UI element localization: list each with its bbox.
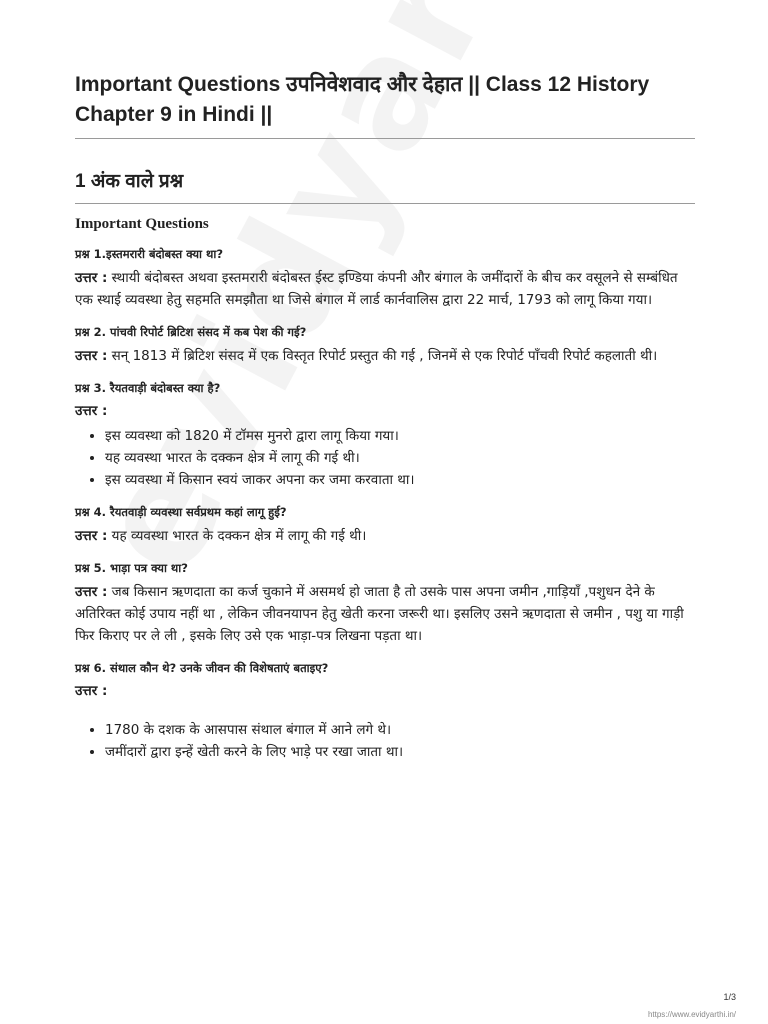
answer-6-list [75,719,695,763]
question-3: प्रश्न 3. रैयतवाड़ी बंदोबस्त क्या है? [75,381,221,395]
answer-label: उत्तर : [75,528,108,544]
subheading: Important Questions [75,216,209,232]
answer-label: उत्तर : [75,584,108,600]
list-item: • इस व्यवस्था को 1820 में टॉमस मुनरो द्वारा लागू किया गया। [105,425,695,447]
answer-label: उत्तर : [75,683,108,699]
footer-url[interactable]: https://www.evidyarthi.in/ [647,1010,736,1019]
answer-5 [75,581,695,647]
question-1: प्रश्न 1.इस्तमरारी बंदोबस्त क्या था? [75,247,224,261]
section-divider [75,203,695,204]
answer-3-list [75,425,695,491]
page-number: 1/3 [723,992,736,1002]
question-6: प्रश्न 6. संथाल कौन थे? उनके जीवन की विशेषताएं बताइए? [75,661,329,675]
document-page [75,70,695,763]
list-item: • जमींदारों द्वारा इन्हें खेती करने के लिए भाड़े पर रखा जाता था। [105,741,695,763]
section-heading: 1 अंक वाले प्रश्न [75,171,184,192]
answer-5-text: जब किसान ऋणदाता का कर्ज चुकाने में असमर्थ हो जाता है तो उसके पास अपना जमीन ,गाड़ियाँ ,पशुधन देने के अतिरिक्त कोई उपाय नहीं था , लेकिन जीवनयापन हेतु खेती करना जरूरी था। इसलिए उसने ऋणदाता से जमीन , पशु या गाड़ी फिर किराए पर ले ली , इसके लिए उसे एक भाड़ा-पत्र लिखना पड़ता था। [75,584,684,644]
answer-label: उत्तर : [75,348,108,364]
list-item: • 1780 के दशक के आसपास संथाल बंगाल में आने लगे थे। [105,719,695,741]
answer-1-text: स्थायी बंदोबस्त अथवा इस्तमरारी बंदोबस्त ईस्ट इण्डिया कंपनी और बंगाल के जमींदारों के बीच कर वसूलने से सम्बंधित एक स्थाई व्यवस्था हेतु सहमति समझौता था जिसे बंगाल में लार्ड कार्नवालिस द्वारा 22 मार्च, 1793 को लागू किया गया। [75,270,678,308]
question-5: प्रश्न 5. भाड़ा पत्र क्या था? [75,561,188,575]
page-title: Important Questions उपनिवेशवाद और देहात || Class 12 History Chapter 9 in Hindi || [75,73,650,126]
list-item: • इस व्यवस्था में किसान स्वयं जाकर अपना कर जमा करवाता था। [105,469,695,491]
question-4: प्रश्न 4. रैयतवाड़ी व्यवस्था सर्वप्रथम कहां लागू हुई? [75,505,287,519]
answer-1 [75,267,695,311]
answer-label: उत्तर : [75,270,108,286]
answer-label: उत्तर : [75,403,108,419]
list-item: • यह व्यवस्था भारत के दक्कन क्षेत्र में लागू की गई थी। [105,447,695,469]
title-divider [75,138,695,139]
answer-4-text: यह व्यवस्था भारत के दक्कन क्षेत्र में लागू की गई थी। [111,528,367,544]
answer-2-text: सन् 1813 में ब्रिटिश संसद में एक विस्तृत रिपोर्ट प्रस्तुत की गई , जिनमें से एक रिपोर्ट पाँचवी रिपोर्ट कहलाती थी। [111,348,658,364]
answer-2 [75,345,695,367]
question-2: प्रश्न 2. पांचवी रिपोर्ट ब्रिटिश संसद में कब पेश की गई? [75,325,307,339]
answer-4 [75,525,695,547]
